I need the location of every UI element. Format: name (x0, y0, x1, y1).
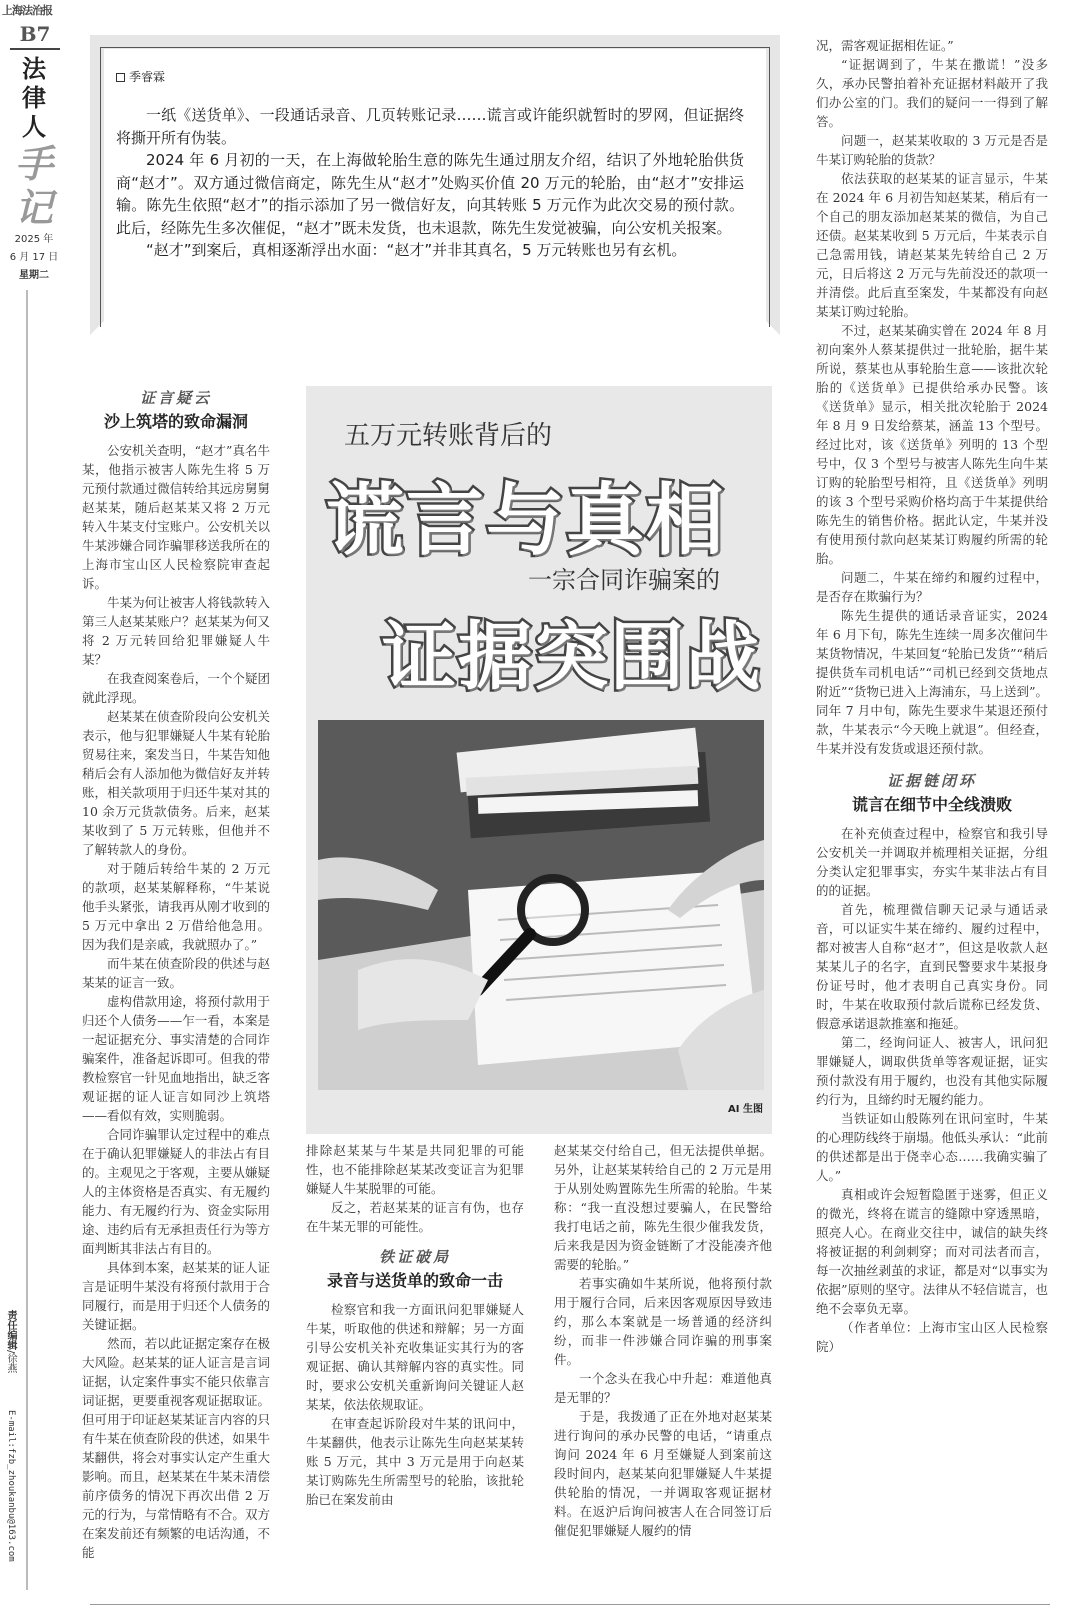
paragraph: 对于随后转给牛某的 2 万元的款项，赵某某解释称，“牛某说他手头紧张，请我再从刚才收到的 5 万元中拿出 2 万借给他急用。因为我们是亲戚，我就照办了。” (82, 861, 270, 952)
intro-paragraph: 2024 年 6 月初的一天，在上海做轮胎生意的陈先生通过朋友介绍，结识了外地轮胎供货商“赵才”。双方通过微信商定，陈先生从“赵才”处购买价值 20 万元的轮胎，由“赵才”安排运输。陈先生依照“赵才”的指示添加了另一微信好友，向其转账 5 万元作为此次交易的预付款。此后，经陈先生多次催促，“赵才”既未发货，也未退款，陈先生发觉被骗，向公安机关报案。 (116, 151, 744, 237)
newspaper-masthead: 上海法治报 (2, 4, 52, 17)
author-byline (116, 68, 165, 85)
paragraph: 第二，经询问证人、被害人，讯问犯罪嫌疑人，调取供货单等客观证据，证实预付款没有用于履约，也没有其他实际履约行为，且缔约时无履约能力。 (816, 1035, 1048, 1107)
paragraph: 合同诈骗罪认定过程中的难点在于确认犯罪嫌疑人的非法占有目的。主观见之于客观，主要从嫌疑人的主体资格是否真实、有无履约能力、有无履约行为、资金实际用途、违约后有无承担责任行为等方面判断其非法占有目的。 (82, 1127, 270, 1256)
paragraph: 牛某为何让被害人将钱款转入第三人赵某某账户？赵某某为何又将 2 万元转回给犯罪嫌疑人牛某？ (82, 595, 270, 667)
section-kicker: 证言疑云 (139, 389, 212, 407)
article-column-2 (306, 1141, 524, 1509)
section-title: 录音与送货单的致命一击 (326, 1271, 503, 1290)
editor-credit (2, 1310, 16, 1373)
paragraph: 依法获取的赵某某的证言显示，牛某在 2024 年 6 月初告知赵某某，稍后有一个自己的朋友添加赵某某的微信，为自己还债。赵某某收到 5 万元后，牛某表示自己急需用钱，请赵某某先转给自己 2 万元，日后将这 2 万元与先前没还的款项一并清偿。此后直至案发，牛某都没有向赵某某订购过轮胎。 (816, 171, 1048, 319)
date-weekday: 星期二 (19, 270, 49, 281)
author-note: （作者单位：上海市宝山区人民检察院） (816, 1320, 1048, 1354)
paragraph: 赵某某交付给自己，但无法提供单据。另外，让赵某某转给自己的 2 万元是用于从别处购置陈先生所需的轮胎。牛某称：“我一直没想过要骗人，在民警给我打电话之前，陈先生很少催我发货，后来我是因为资金链断了才没能凑齐他需要的轮胎。” (554, 1143, 772, 1272)
left-border-line (26, 290, 28, 1590)
paragraph: 真相或许会短暂隐匿于迷雾，但正义的微光，终将在谎言的缝隙中穿透黑暗，照亮人心。在商业交往中，诚信的缺失终将被证据的利剑刺穿；而对司法者而言，每一次抽丝剥茧的求证，都是对“以事实为依据”原则的坚守。法律从不轻信谎言，也绝不会辜负无辜。 (816, 1187, 1048, 1316)
editor-name: /徐燕 (5, 1350, 16, 1374)
paragraph: 况，需客观证据相佐证。” (816, 38, 954, 53)
column-name-char: 律 (22, 84, 46, 112)
author-name: 季睿霖 (129, 70, 166, 84)
section-kicker: 证据链闭环 (886, 772, 977, 790)
intro-paragraph: 一纸《送货单》、一段通话录音、几页转账记录……谎言或许能织就暂时的罗网，但证据终将撕开所有伪装。 (116, 106, 744, 147)
paragraph: “证据调到了，牛某在撒谎！”没多久，承办民警拍着补充证据材料敲开了我们办公室的门。我们的疑问一一得到了解答。 (816, 57, 1048, 129)
paragraph: 公安机关查明，“赵才”真名牛某，他指示被害人陈先生将 5 万元预付款通过微信转给其远房舅舅赵某某，随后赵某某又将 2 万元转入牛某支付宝账户。公安机关以牛某涉嫌合同诈骗罪移送我所在的上海市宝山区人民检察院审查起诉。 (82, 443, 270, 591)
paragraph: 虚构借款用途，将预付款用于归还个人债务——乍一看，本案是一起证据充分、事实清楚的合同诈骗案件，准备起诉即可。但我的带教检察官一针见血地指出，缺乏客观证据的证人证言如同沙上筑塔——看似有效，实则脆弱。 (82, 994, 270, 1123)
paragraph: 在审查起诉阶段对牛某的讯问中，牛某翻供，他表示让陈先生向赵某某转账 5 万元，其中 3 万元是用于向赵某某订购陈先生所需型号的轮胎，该批轮胎已在案发前由 (306, 1416, 524, 1507)
column-name-brush-char: 记 (14, 185, 53, 230)
section-title: 谎言在细节中全线溃败 (851, 795, 1012, 814)
bottom-rule (90, 1604, 1050, 1605)
magnifier-documents-illustration (318, 720, 764, 1090)
paragraph: 然而，若以此证据定案存在极大风险。赵某某的证人证言是言词证据，认定案件事实不能只依靠言词证据，更要重视客观证据取证。但可用于印证赵某某证言内容的只有牛某在侦查阶段的供述，如果牛某翻供，将会对事实认定产生重大影响。而且，赵某某在牛某未清偿前序债务的情况下再次出借 2 万元的行为，与常情略有不合。双方在案发前还有频繁的电话沟通，不能 (82, 1336, 270, 1560)
paragraph: 问题一，赵某某收取的 3 万元是否是牛某订购轮胎的货款？ (816, 133, 1048, 167)
paragraph: 于是，我拨通了正在外地对赵某某进行询问的承办民警的电话，“请重点询问 2024 年 6 月至嫌疑人到案前这段时间内，赵某某向犯罪嫌疑人牛某提供轮胎的情况，一并调取客观证据材料。在返沪后询问被害人在合同签订后催促犯罪嫌疑人履约的情 (554, 1409, 772, 1538)
article-column-4 (816, 36, 1048, 1356)
illustration-photo (318, 720, 764, 1090)
article-column-1 (82, 383, 270, 1562)
article-column-3 (554, 1141, 772, 1540)
image-caption: AI 生图 (728, 1104, 763, 1115)
paragraph: 首先，梳理微信聊天记录与通话录音，可以证实牛某在缔约、履约过程中，都对被害人自称“赵才”，但这是收款人赵某某儿子的名字，直到民警要求牛某报身份证号时，他才表明自己真实身份。同时，牛某在收取预付款后谎称已经发货、假意承诺退款推塞和拖延。 (816, 902, 1048, 1031)
paragraph: 而牛某在侦查阶段的供述与赵某某的证言一致。 (82, 956, 270, 990)
section-kicker: 铁证破局 (378, 1248, 451, 1266)
paragraph: 反之，若赵某某的证言有伪，也存在牛某无罪的可能性。 (306, 1200, 524, 1234)
headline-kicker: 五万元转账背后的 (344, 421, 553, 451)
column-name-brush-char: 手 (14, 141, 53, 186)
paragraph: 排除赵某某与牛某是共同犯罪的可能性，也不能排除赵某某改变证言为犯罪嫌疑人牛某脱罪的可能。 (306, 1143, 524, 1196)
section-heading (306, 1248, 524, 1290)
paragraph: 若事实确如牛某所说，他将预付款用于履行合同，后来因客观原因导致违约，那么本案就是一场普通的经济纠纷，而非一件涉嫌合同诈骗的刑事案件。 (554, 1276, 772, 1367)
paragraph: 在我查阅案卷后，一个个疑团就此浮现。 (82, 671, 270, 705)
column-name (14, 55, 54, 230)
section-heading (816, 772, 1048, 814)
editor-label: 责任编辑 (5, 1310, 16, 1350)
paragraph: 检察官和我一方面讯问犯罪嫌疑人牛某，听取他的供述和辩解；另一方面引导公安机关补充收集证实其行为的客观证据、确认其辩解内容的真实性。同时，要求公安机关重新询问关键证人赵某某，依法依规取证。 (306, 1302, 524, 1412)
headline-main: 谎言与真相 (326, 476, 727, 566)
section-heading (82, 389, 270, 431)
subheadline-main: 证据突围战 (382, 614, 762, 700)
date-day: 6 月 17 日 (9, 252, 59, 263)
paragraph: 一个念头在我心中升起：难道他真是无罪的？ (554, 1371, 772, 1405)
paragraph: 具体到本案，赵某某的证人证言是证明牛某没有将预付款用于合同履行，而是用于归还个人债务的关键证据。 (82, 1260, 270, 1332)
paragraph: 当铁证如山般陈列在讯问室时，牛某的心理防线终于崩塌。他低头承认：“此前的供述都是出于侥幸心态……我确实骗了人。” (816, 1111, 1048, 1183)
column-name-char: 法 (22, 55, 46, 83)
paragraph: 陈先生提供的通话录音证实，2024 年 6 月下旬，陈先生连续一周多次催问牛某货物情况，牛某回复“轮胎已发货”“稍后提供货车司机电话”“司机已经到交货地点附近”“货物已进入上海浦东，马上送到”。同年 7 月中旬，陈先生要求牛某退还预付款，牛某表示“今天晚上就退”。但经查，牛某并没有发货或退还预付款。 (816, 608, 1048, 756)
column-name-char: 人 (22, 113, 46, 141)
paragraph: 赵某某在侦查阶段向公安机关表示，他与犯罪嫌疑人牛某有轮胎贸易往来，案发当日，牛某告知他稍后会有人添加他为微信好友并转账，相关款项用于归还牛某对其的 10 余万元货款债务。后来，赵某某收到了 5 万元转账，但他并不了解转款人的身份。 (82, 709, 270, 857)
section-title: 沙上筑塔的致命漏洞 (103, 412, 248, 431)
date-year: 2025 年 (14, 234, 54, 245)
page-number: B7 (10, 22, 60, 50)
paragraph: 在补充侦查过程中，检察官和我引导公安机关一并调取并梳理相关证据，分组分类认定犯罪事实，夯实牛某非法占有目的的证据。 (816, 826, 1048, 898)
paragraph: 问题二，牛某在缔约和履约过程中，是否存在欺骗行为？ (816, 570, 1048, 604)
byline-square-icon (116, 73, 125, 82)
subheadline-kicker: 一宗合同诈骗案的 (528, 566, 720, 594)
intro-text (116, 104, 744, 262)
paragraph: 不过，赵某某确实曾在 2024 年 8 月初向案外人蔡某提供过一批轮胎，据牛某所说，蔡某也从事轮胎生意——该批次轮胎的《送货单》已提供给承办民警。该《送货单》显示，相关批次轮胎于 2024 年 8 月 9 日发给蔡某，涵盖 13 个型号。经过比对，该《送货单》列明的 13 个型号中，仅 3 个型号与被害人陈先生向牛某订购的轮胎型号相符，且《送货单》列明的该 3 个型号采购价格均高于牛某提供给陈先生的销售价格。据此认定，牛某并没有使用预付款向赵某某订购履约所需的轮胎。 (816, 323, 1048, 566)
editor-email: E-mail:fzb_zhoukanbu@163.com (6, 1410, 16, 1562)
intro-paragraph: “赵才”到案后，真相逐渐浮出水面：“赵才”并非其真名，5 万元转账也另有玄机。 (146, 241, 687, 259)
